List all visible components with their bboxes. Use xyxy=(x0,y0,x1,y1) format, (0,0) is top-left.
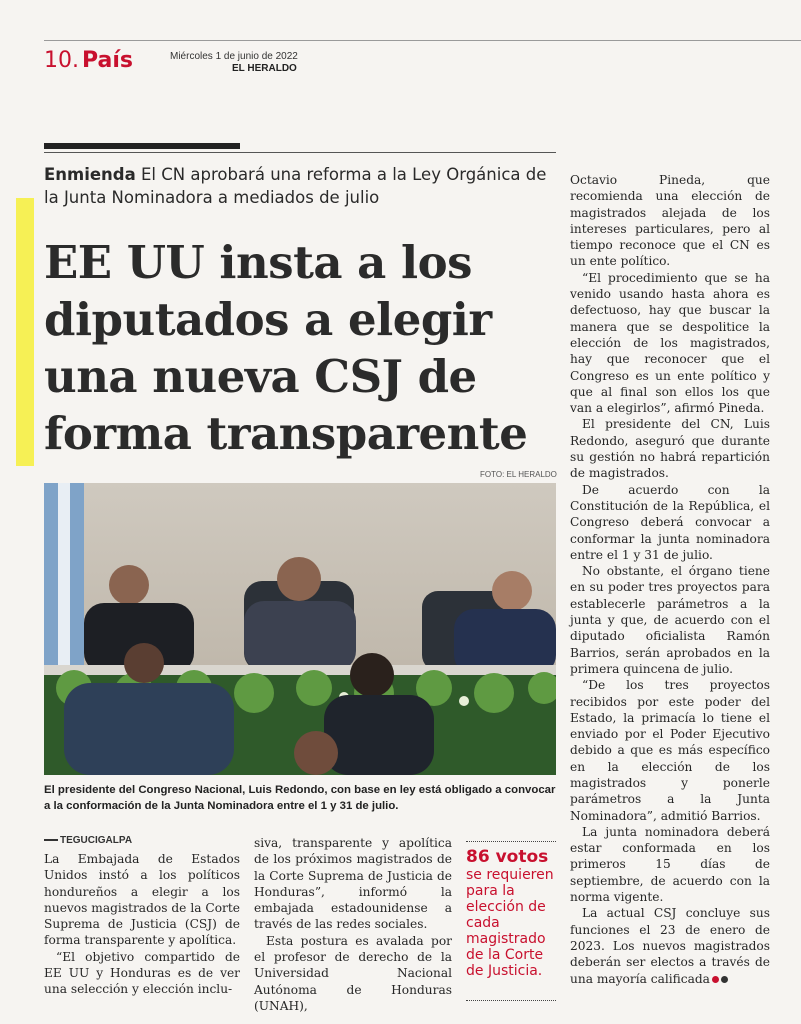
pullquote-number: 86 votos xyxy=(466,847,549,867)
end-mark-icon-dark xyxy=(721,976,728,983)
highlighter-mark xyxy=(16,198,34,466)
paragraph: El presidente del CN, Luis Redondo, aseguró que durante su gestión no habrá repartición de magistrados. xyxy=(570,417,770,481)
kicker-label: Enmienda xyxy=(44,165,136,184)
publication-name: EL HERALDO xyxy=(232,63,297,74)
paragraph: siva, transparente y apolítica de los próximos magistrados de la Corte Suprema de Justicia de Honduras”, informó la embajada estadounidense a través de las redes sociales. xyxy=(254,836,452,932)
section-title: País xyxy=(82,48,134,73)
photo-credit: FOTO: EL HERALDO xyxy=(480,470,557,479)
last-paragraph xyxy=(570,905,770,986)
kicker-text: El CN aprobará una reforma a la Ley Orgánica de la Junta Nominadora a mediados de julio xyxy=(44,165,547,207)
last-paragraph-text: La actual CSJ concluye sus funciones el 23 de enero de 2023. Los nuevos magistrados deberán ser electos a través de una mayoría calificada xyxy=(570,906,770,986)
congress-photo-illustration xyxy=(44,483,556,775)
kicker xyxy=(44,163,556,209)
pullquote-rule-top xyxy=(466,841,556,842)
top-rule xyxy=(44,40,801,41)
paragraph: “De los tres proyectos recibidos por este poder del Estado, la primacía lo tiene el enviado por el Poder Ejecutivo debido a que es más específico en la elección de los magistrados y ponerle parámetros a la Junta Nominadora”, admitió Barrios. xyxy=(570,678,770,823)
issue-date: Miércoles 1 de junio de 2022 xyxy=(170,51,298,62)
end-mark-icon xyxy=(712,976,719,983)
section-rule-thick xyxy=(44,143,240,149)
article-column-2 xyxy=(254,835,452,1014)
paragraph: De acuerdo con la Constitución de la República, el Congreso deberá convocar a conformar la junta nominadora entre el 1 y 31 de julio. xyxy=(570,482,770,562)
paragraph: Octavio Pineda, que recomienda una elección de magistrados alejada de los intereses particulares, pero al tiempo reconoce que el CN es un ente político. xyxy=(570,173,770,269)
page-number: 10. xyxy=(44,48,79,73)
paragraph: “El procedimiento que se ha venido usando hasta ahora es defectuoso, hay que buscar la manera que se despolitice la elección de los magistrados, hay que reconocer que el Congreso es un ente político y que al final son ellos los que van a elegirlos”, afirmó Pineda. xyxy=(570,270,770,416)
paragraph: La junta nominadora deberá estar conformada en los primeros 15 días de septiembre, de acuerdo con la norma vigente. xyxy=(570,824,770,905)
congress-photo xyxy=(44,483,556,775)
photo-caption: El presidente del Congreso Nacional, Luis Redondo, con base en ley está obligado a convocar a la conformación de la Junta Nominadora entre el 1 y 31 de julio. xyxy=(44,784,556,812)
article-column-3 xyxy=(570,172,770,987)
article-column-1 xyxy=(44,851,240,998)
paragraph: Esta postura es avalada por el profesor de derecho de la Universidad Nacional Autónoma de Honduras (UNAH), xyxy=(254,933,452,1013)
headline: EE UU insta a los diputados a elegir una nueva CSJ de forma transparente xyxy=(44,236,528,460)
section-rule-thin xyxy=(44,152,556,153)
dateline-text: TEGUCIGALPA xyxy=(60,835,133,846)
dateline-bar xyxy=(44,839,58,841)
paragraph: “El objetivo compartido de EE UU y Honduras es de ver una selección y elección inclu- xyxy=(44,949,240,997)
pullquote-rule-bottom xyxy=(466,1000,556,1001)
paragraph: No obstante, el órgano tiene en su poder tres proyectos para establecerle parámetros a la junta y que, de acuerdo con el diputado oficialista Ramón Barrios, serán aprobados en la primera quincena de julio. xyxy=(570,564,770,676)
paragraph: La Embajada de Estados Unidos instó a los políticos hondureños a elegir a los nuevos magistrados de la Corte Suprema de Justicia (CSJ) de forma transparente y apolítica. xyxy=(44,852,240,948)
dateline xyxy=(44,835,132,846)
pullquote-text: se requieren para la elección de cada magistrado de la Corte de Justicia. xyxy=(466,867,554,979)
